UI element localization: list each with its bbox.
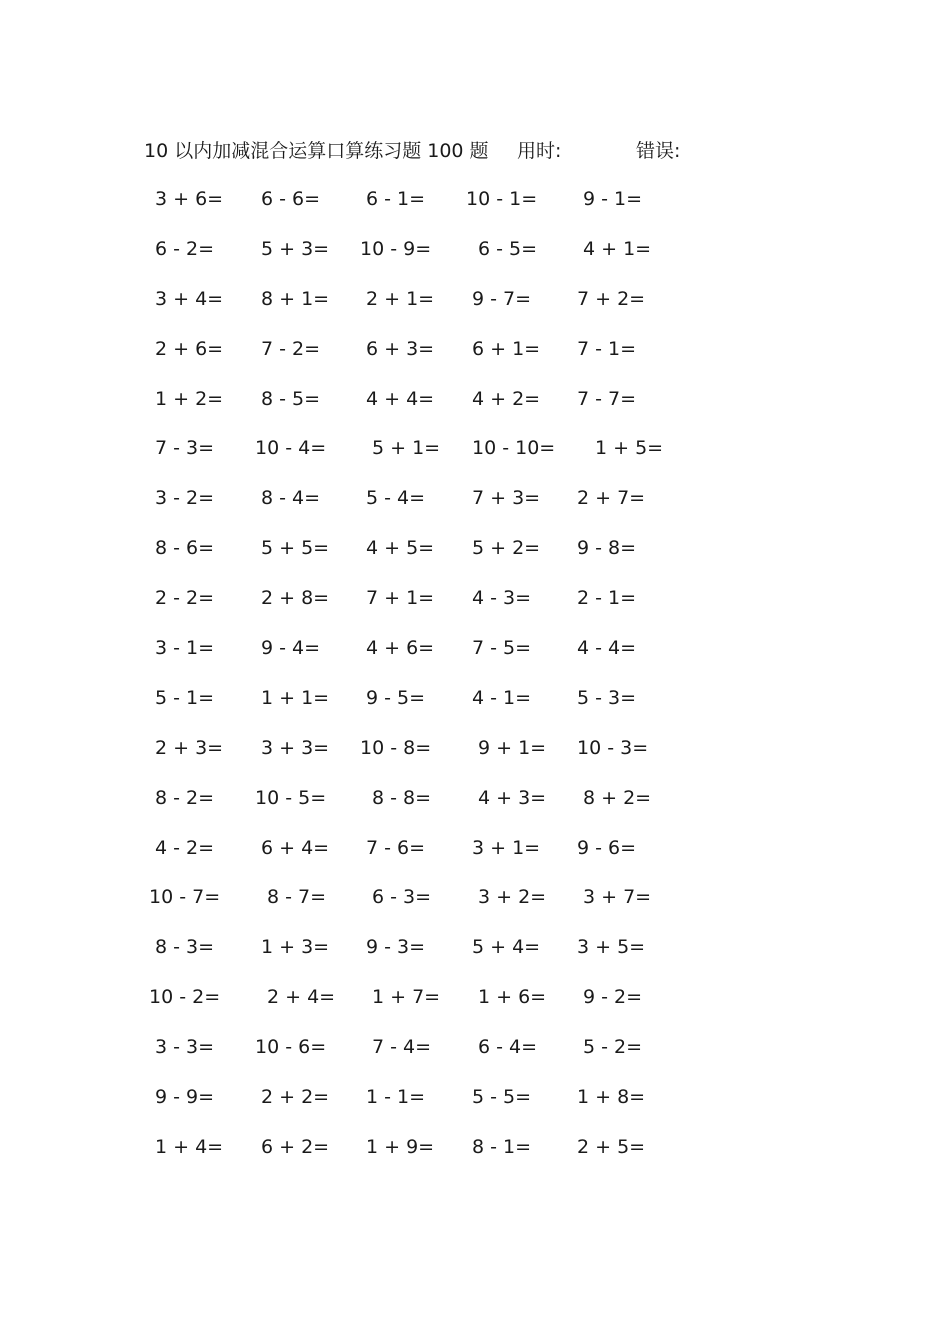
problem-row (0, 483, 950, 533)
problem-item: 7 - 1= (577, 337, 637, 360)
problem-item: 2 - 2= (155, 587, 215, 610)
problem-item: 2 + 3= (155, 736, 224, 759)
problem-item: 4 - 3= (472, 587, 532, 610)
problem-item: 10 - 3= (577, 736, 649, 759)
problem-item: 10 - 1= (466, 188, 538, 210)
problem-row (0, 433, 950, 483)
problem-item: 5 - 4= (366, 487, 426, 510)
problem-item: 8 - 1= (472, 1135, 532, 1158)
problem-item: 8 - 3= (155, 936, 215, 959)
problem-item: 3 + 7= (583, 886, 652, 909)
problem-item: 2 + 7= (577, 487, 646, 510)
problem-item: 2 + 1= (366, 287, 435, 310)
problem-item: 6 + 4= (261, 836, 330, 859)
problem-item: 4 + 4= (366, 387, 435, 410)
problem-item: 8 - 4= (261, 487, 321, 510)
problem-item: 1 + 6= (478, 986, 547, 1009)
problem-item: 3 + 6= (155, 188, 224, 210)
problem-item: 3 - 2= (155, 487, 215, 510)
problem-item: 5 + 1= (372, 437, 441, 460)
problem-item: 10 - 7= (149, 886, 221, 909)
problem-item: 4 + 1= (583, 237, 652, 260)
problem-row (0, 184, 950, 234)
problem-row (0, 284, 950, 334)
problem-item: 6 + 2= (261, 1135, 330, 1158)
problem-item: 1 + 1= (261, 686, 330, 709)
problem-item: 7 - 6= (366, 836, 426, 859)
problem-item: 9 - 3= (366, 936, 426, 959)
problem-row (0, 384, 950, 434)
problem-item: 5 - 2= (583, 1036, 643, 1059)
problem-item: 10 - 9= (360, 237, 432, 260)
problem-item: 2 - 1= (577, 587, 637, 610)
problem-item: 10 - 5= (255, 786, 327, 809)
problem-item: 6 - 3= (372, 886, 432, 909)
problem-item: 5 + 5= (261, 537, 330, 560)
problem-item: 6 - 1= (366, 188, 426, 210)
problem-item: 7 + 3= (472, 487, 541, 510)
problem-item: 10 - 2= (149, 986, 221, 1009)
problem-row (0, 234, 950, 284)
problem-row (0, 1082, 950, 1132)
problem-row (0, 334, 950, 384)
problem-item: 8 - 5= (261, 387, 321, 410)
problem-item: 9 - 5= (366, 686, 426, 709)
problem-item: 4 + 5= (366, 537, 435, 560)
problem-item: 8 - 7= (267, 886, 327, 909)
problem-item: 3 - 1= (155, 637, 215, 660)
problem-item: 2 + 5= (577, 1135, 646, 1158)
problem-item: 1 + 8= (577, 1086, 646, 1109)
problem-item: 5 + 4= (472, 936, 541, 959)
problem-item: 2 + 6= (155, 337, 224, 360)
problem-item: 9 - 4= (261, 637, 321, 660)
problem-item: 2 + 8= (261, 587, 330, 610)
problem-item: 9 - 9= (155, 1086, 215, 1109)
problem-item: 8 - 6= (155, 537, 215, 560)
problem-item: 8 - 2= (155, 786, 215, 809)
problem-item: 3 + 1= (472, 836, 541, 859)
problem-row (0, 633, 950, 683)
problem-item: 4 - 2= (155, 836, 215, 859)
problem-row (0, 1032, 950, 1082)
problem-item: 7 - 3= (155, 437, 215, 460)
problem-item: 6 - 4= (478, 1036, 538, 1059)
problem-row (0, 982, 950, 1032)
problem-item: 1 - 1= (366, 1086, 426, 1109)
problem-row (0, 533, 950, 583)
problem-item: 6 - 6= (261, 188, 321, 210)
problem-item: 6 + 1= (472, 337, 541, 360)
problem-row (0, 1132, 950, 1182)
problem-row (0, 683, 950, 733)
problem-item: 10 - 6= (255, 1036, 327, 1059)
problem-item: 1 + 3= (261, 936, 330, 959)
problem-item: 6 - 2= (155, 237, 215, 260)
problem-item: 9 - 6= (577, 836, 637, 859)
problem-item: 1 + 9= (366, 1135, 435, 1158)
problem-item: 1 + 5= (595, 437, 664, 460)
problem-item: 8 + 1= (261, 287, 330, 310)
problem-item: 9 - 8= (577, 537, 637, 560)
problem-row (0, 932, 950, 982)
problem-item: 5 - 1= (155, 686, 215, 709)
problem-item: 1 + 7= (372, 986, 441, 1009)
problem-item: 2 + 2= (261, 1086, 330, 1109)
time-used-label: 用时: (517, 140, 562, 162)
errors-label: 错误: (636, 140, 681, 162)
problem-item: 4 + 6= (366, 637, 435, 660)
problem-item: 7 + 2= (577, 287, 646, 310)
problem-item: 5 + 3= (261, 237, 330, 260)
problem-item: 7 - 5= (472, 637, 532, 660)
problem-item: 9 - 7= (472, 287, 532, 310)
problem-row (0, 583, 950, 633)
problem-row (0, 833, 950, 883)
problem-item: 10 - 10= (472, 437, 556, 460)
problem-item: 9 - 1= (583, 188, 643, 210)
problem-item: 7 - 4= (372, 1036, 432, 1059)
problem-item: 4 + 3= (478, 786, 547, 809)
problem-item: 1 + 4= (155, 1135, 224, 1158)
problem-item: 5 - 5= (472, 1086, 532, 1109)
problem-item: 7 + 1= (366, 587, 435, 610)
problem-item: 8 - 8= (372, 786, 432, 809)
problem-item: 9 - 2= (583, 986, 643, 1009)
problem-item: 10 - 4= (255, 437, 327, 460)
problem-item: 7 - 7= (577, 387, 637, 410)
problem-row (0, 733, 950, 783)
problem-item: 6 + 3= (366, 337, 435, 360)
problem-item: 5 - 3= (577, 686, 637, 709)
problem-item: 6 - 5= (478, 237, 538, 260)
problem-item: 1 + 2= (155, 387, 224, 410)
problem-row (0, 783, 950, 833)
problem-item: 8 + 2= (583, 786, 652, 809)
problem-item: 3 + 3= (261, 736, 330, 759)
problem-item: 4 - 4= (577, 637, 637, 660)
problem-item: 3 + 2= (478, 886, 547, 909)
problem-item: 4 - 1= (472, 686, 532, 709)
problem-item: 10 - 8= (360, 736, 432, 759)
problem-grid (0, 184, 950, 1182)
problem-item: 2 + 4= (267, 986, 336, 1009)
problem-item: 9 + 1= (478, 736, 547, 759)
problem-item: 3 + 5= (577, 936, 646, 959)
worksheet-title: 10 以内加减混合运算口算练习题 100 题 (144, 140, 489, 162)
problem-item: 4 + 2= (472, 387, 541, 410)
problem-row (0, 882, 950, 932)
problem-item: 5 + 2= (472, 537, 541, 560)
problem-item: 7 - 2= (261, 337, 321, 360)
problem-item: 3 - 3= (155, 1036, 215, 1059)
problem-item: 3 + 4= (155, 287, 224, 310)
